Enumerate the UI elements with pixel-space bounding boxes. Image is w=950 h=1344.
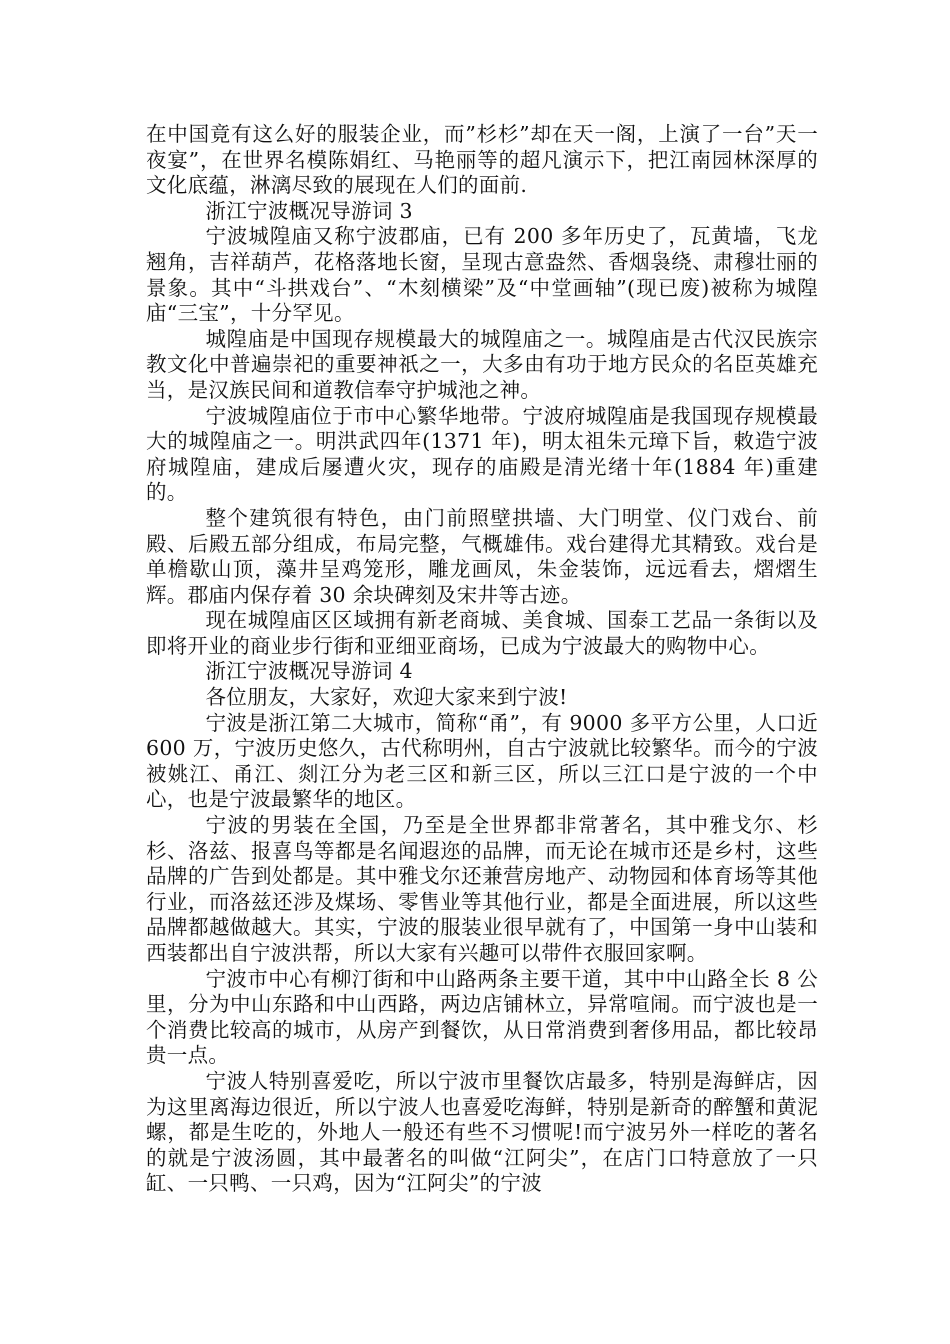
paragraph: 宁波城隍庙又称宁波郡庙，已有 200 多年历史了，瓦黄墙，飞龙翘角，吉祥葫芦，花格落地长窗，呈现古意盎然、香烟袅绕、肃穆壮丽的景象。其中“斗拱戏台”、“木刻横梁”及“中堂画轴”(现已废)被称为城隍庙“三宝”，十分罕见。 [146, 224, 818, 326]
paragraph-continued: 在中国竟有这么好的服装企业，而”杉杉”却在天一阁，上演了一台”天一夜宴”，在世界名模陈娟红、马艳丽等的超凡演示下，把江南园林深厚的文化底蕴，淋漓尽致的展现在人们的面前. [146, 122, 818, 198]
section-heading-4: 浙江宁波概况导游词 4 [205, 659, 413, 684]
paragraph-greeting: 各位朋友，大家好，欢迎大家来到宁波! [205, 685, 568, 710]
paragraph: 整个建筑很有特色，由门前照壁拱墙、大门明堂、仪门戏台、前殿、后殿五部分组成，布局完整，气概雄伟。戏台建得尤其精致。戏台是单檐歇山顶，藻井呈鸡笼形，雕龙画凤，朱金装饰，远远看去，熠熠生辉。郡庙内保存着 30 余块碑刻及宋井等古迹。 [146, 505, 818, 607]
paragraph: 宁波人特别喜爱吃，所以宁波市里餐饮店最多，特别是海鲜店，因为这里离海边很近，所以宁波人也喜爱吃海鲜，特别是新奇的醉蟹和黄泥螺，都是生吃的，外地人一般还有些不习惯呢!而宁波另外一样吃的著名的就是宁波汤圆，其中最著名的叫做“江阿尖”，在店门口特意放了一只缸、一只鸭、一只鸡，因为“江阿尖”的宁波 [146, 1068, 818, 1196]
paragraph: 现在城隍庙区区域拥有新老商城、美食城、国泰工艺品一条街以及即将开业的商业步行街和亚细亚商场，已成为宁波最大的购物中心。 [146, 608, 818, 658]
paragraph: 宁波城隍庙位于市中心繁华地带。宁波府城隍庙是我国现存规模最大的城隍庙之一。明洪武四年(1371 年)，明太祖朱元璋下旨，敕造宁波府城隍庙，建成后屡遭火灾，现存的庙殿是清光绪十年(1884 年)重建的。 [146, 403, 818, 505]
document-body [146, 122, 818, 1197]
paragraph: 城隍庙是中国现存规模最大的城隍庙之一。城隍庙是古代汉民族宗教文化中普遍崇祀的重要神祇之一，大多由有功于地方民众的名臣英雄充当，是汉族民间和道教信奉守护城池之神。 [146, 326, 818, 402]
paragraph: 宁波是浙江第二大城市，简称“甬”，有 9000 多平方公里，人口近 600 万，宁波历史悠久，古代称明州，自古宁波就比较繁华。而今的宁波被姚江、甬江、剡江分为老三区和新三区，所以三江口是宁波的一个中心，也是宁波最繁华的地区。 [146, 710, 818, 812]
section-heading-3: 浙江宁波概况导游词 3 [205, 198, 413, 223]
paragraph: 宁波的男装在全国，乃至是全世界都非常著名，其中雅戈尔、杉杉、洛兹、报喜鸟等都是名闻遐迩的品牌，而无论在城市还是乡村，这些品牌的广告到处都是。其中雅戈尔还兼营房地产、动物园和体育场等其他行业，而洛兹还涉及煤场、零售业等其他行业，都是全面进展，所以这些品牌都越做越大。其实，宁波的服装业很早就有了，中国第一身中山装和西装都出自宁波洪帮，所以大家有兴趣可以带件衣服回家啊。 [146, 813, 818, 965]
paragraph: 宁波市中心有柳汀街和中山路两条主要干道，其中中山路全长 8 公里，分为中山东路和中山西路，两边店铺林立，异常喧闹。而宁波也是一个消费比较高的城市，从房产到餐饮，从日常消费到奢侈用品，都比较昂贵一点。 [146, 966, 818, 1068]
